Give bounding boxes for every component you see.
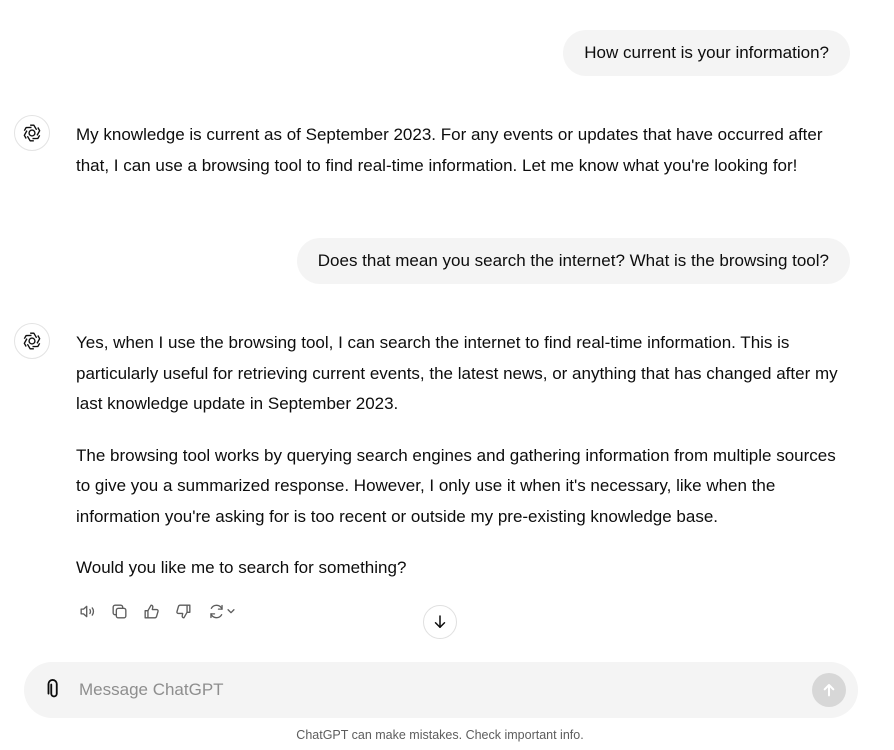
message-paragraph: The browsing tool works by querying search engines and gathering information from multiple sources to give you a summarized response. However, I only use it when it's necessary, like when the information you're asking for is too recent or outside my pre-existing knowledge base. (76, 445, 836, 526)
message-paragraph: Yes, when I use the browsing tool, I can search the internet to find real-time information. This is particularly useful for retrieving current events, the latest news, or anything that has changed after my last knowledge update in September 2023. (76, 333, 838, 413)
disclaimer-text: ChatGPT can make mistakes. Check important info. (296, 728, 584, 742)
assistant-avatar (14, 323, 50, 359)
regenerate-button[interactable] (204, 599, 238, 623)
thumbs-down-icon (174, 602, 193, 621)
scroll-to-bottom-button[interactable] (423, 605, 457, 639)
composer (24, 662, 858, 718)
send-button[interactable] (812, 673, 846, 707)
read-aloud-button[interactable] (76, 599, 98, 623)
assistant-avatar (14, 115, 50, 151)
attach-button[interactable] (42, 678, 66, 702)
assistant-message (76, 328, 851, 584)
openai-logo-icon (21, 122, 43, 144)
message-paragraph: My knowledge is current as of September 2023. For any events or updates that have occurred after that, I can use a browsing tool to find real-time information. Let me know what you're looking for! (76, 125, 823, 175)
user-message: How current is your information? (563, 30, 850, 76)
arrow-down-icon (431, 613, 449, 631)
bad-response-button[interactable] (172, 599, 194, 623)
copy-button[interactable] (108, 599, 130, 623)
openai-logo-icon (21, 330, 43, 352)
message-input[interactable] (79, 662, 779, 718)
user-message: Does that mean you search the internet? What is the browsing tool? (297, 238, 850, 284)
regenerate-icon (207, 602, 226, 621)
assistant-message (76, 120, 851, 181)
read-aloud-icon (78, 602, 97, 621)
message-paragraph: Would you like me to search for something? (76, 558, 407, 577)
arrow-up-icon (821, 682, 837, 698)
good-response-button[interactable] (140, 599, 162, 623)
paperclip-icon (43, 679, 65, 701)
message-actions (76, 599, 238, 623)
thumbs-up-icon (142, 602, 161, 621)
copy-icon (110, 602, 129, 621)
chevron-down-icon (226, 606, 236, 616)
